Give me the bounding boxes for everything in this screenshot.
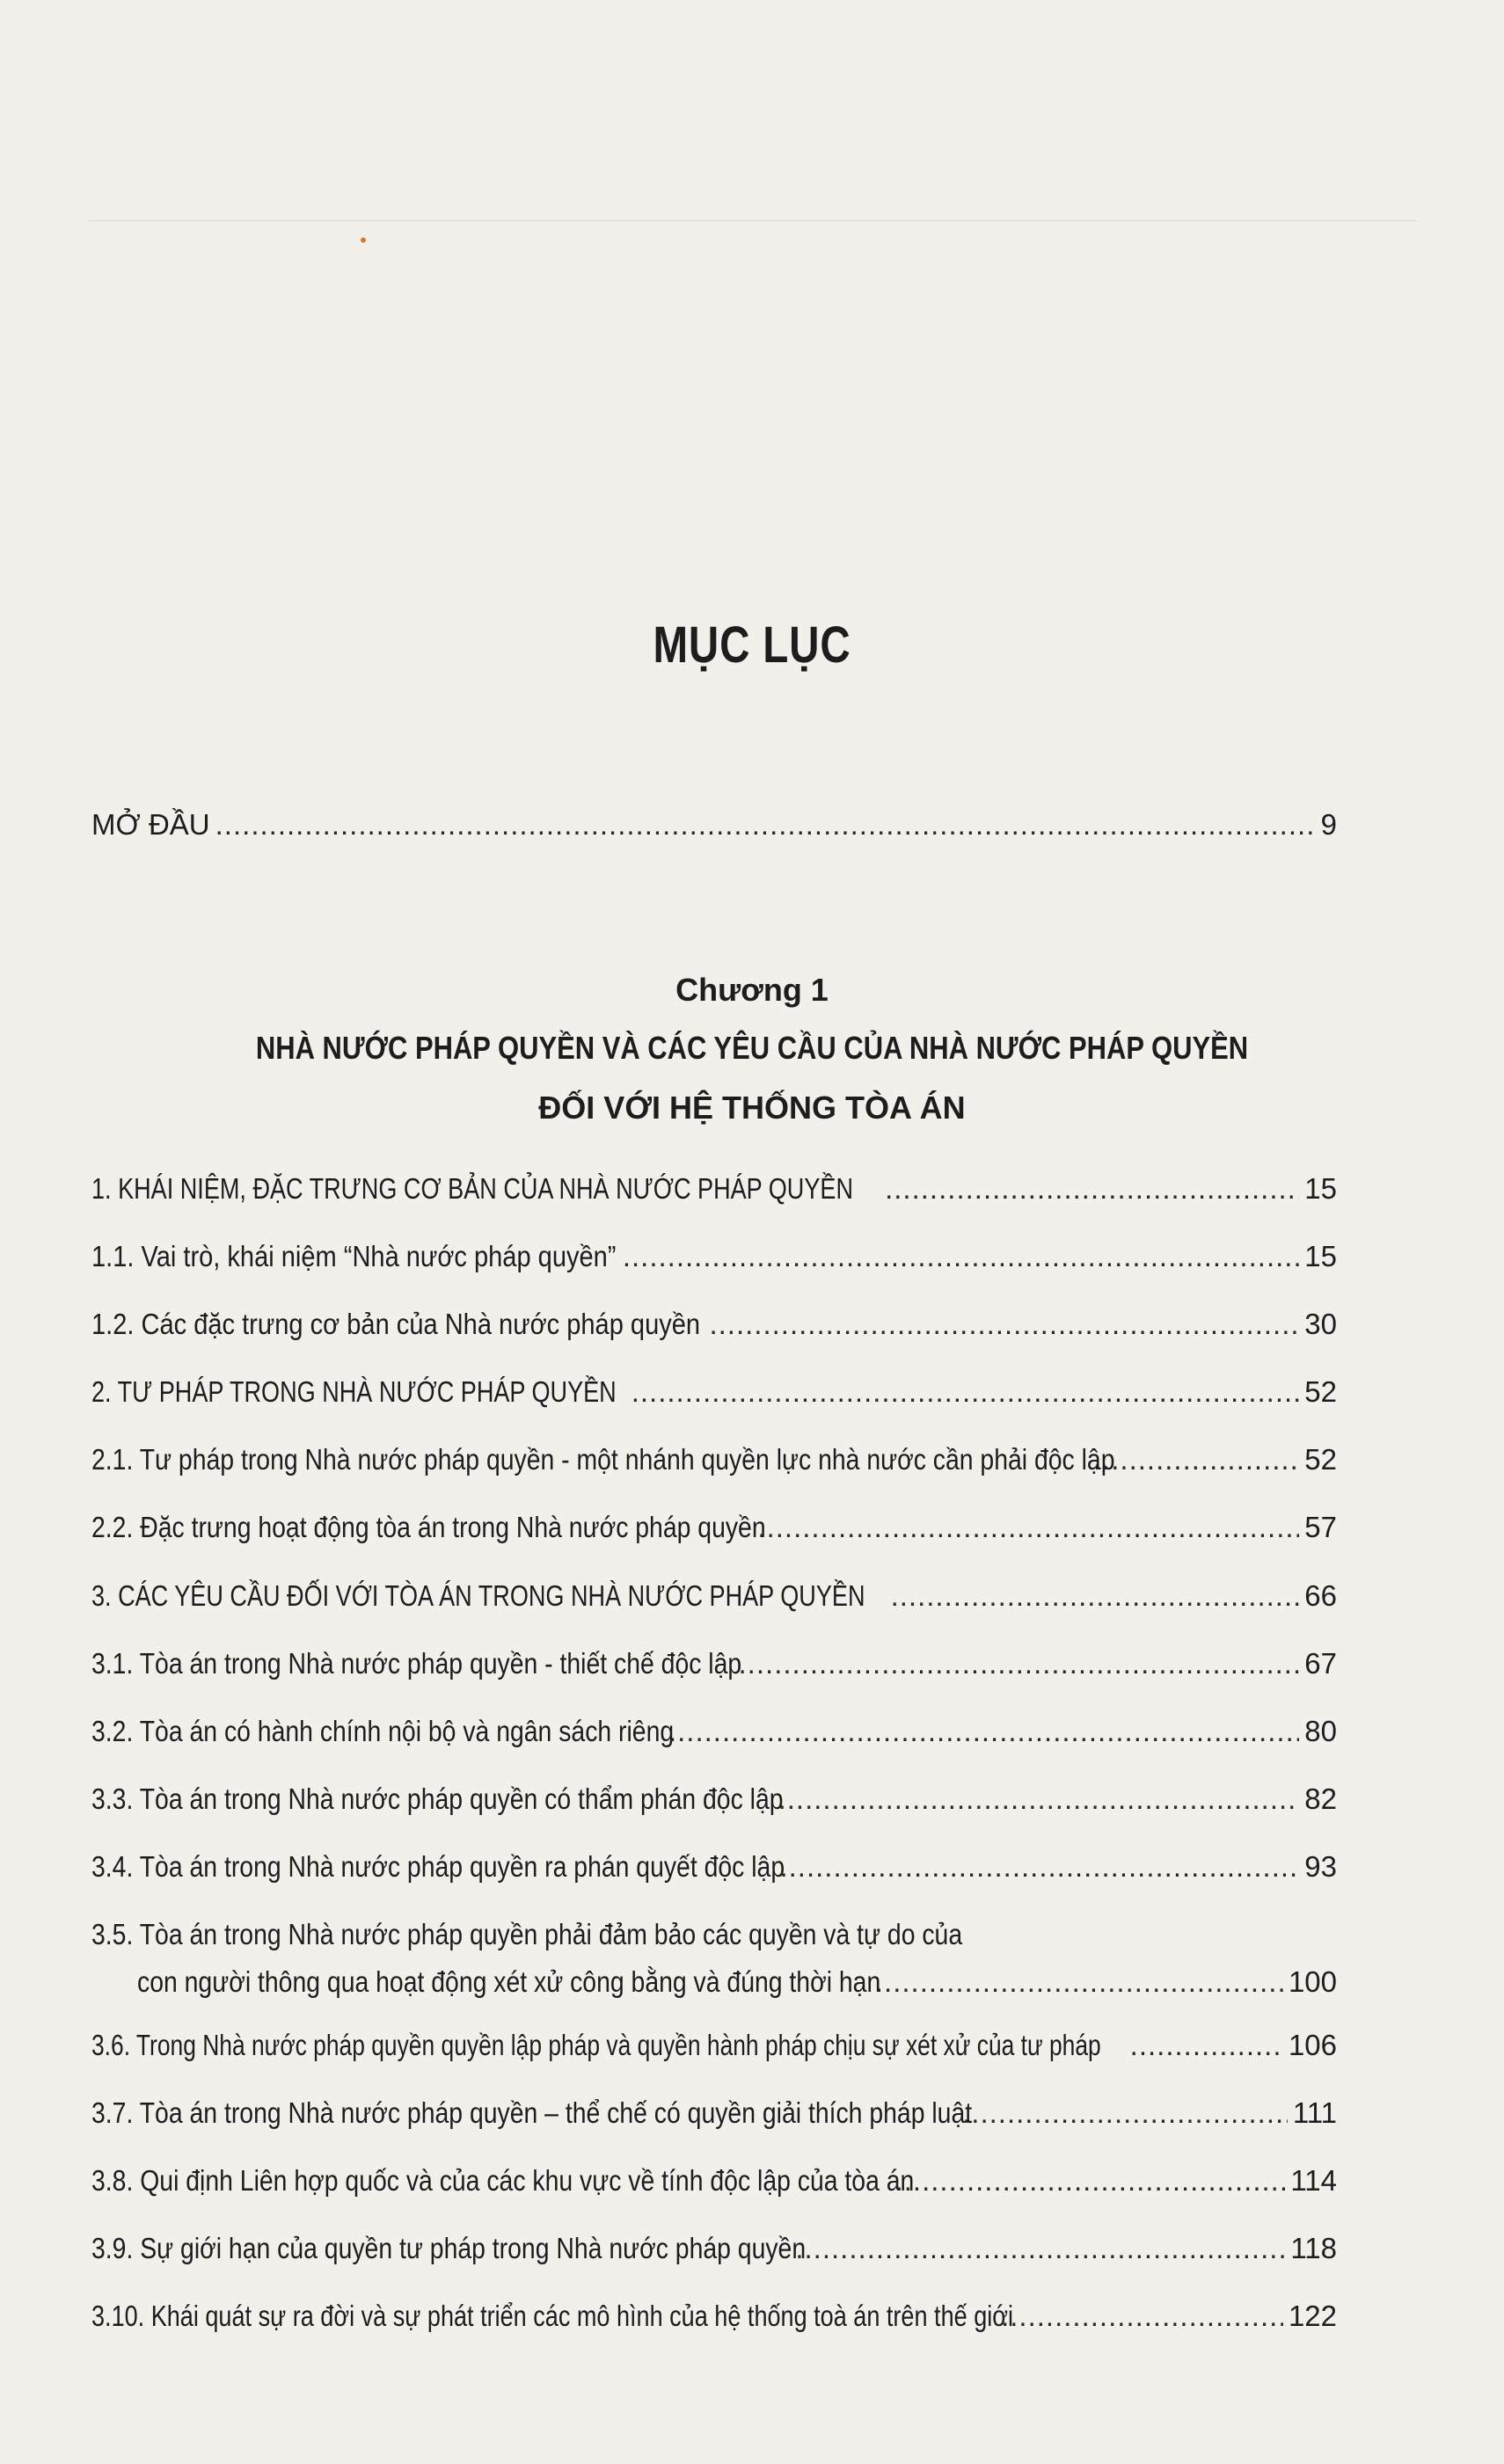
toc-entry-label-line2: con người thông qua hoạt động xét xử công bằng và đúng thời hạn: [137, 1965, 881, 1998]
toc-entry: [91, 1307, 1337, 1342]
toc-leader-dots: [891, 1578, 1300, 1614]
toc-entry: [91, 2028, 1337, 2063]
chapter-title-line1: NHÀ NƯỚC PHÁP QUYỀN VÀ CÁC YÊU CẦU CỦA NHÀ NƯỚC PHÁP QUYỀN: [255, 1030, 1249, 1066]
toc-entry-page: 57: [1304, 1511, 1337, 1543]
toc-entry-label: 1.1. Vai trò, khái niệm “Nhà nước pháp quyền”: [91, 1240, 617, 1272]
toc-entry-page: 15: [1304, 1240, 1337, 1272]
toc-leader-dots: [795, 2231, 1285, 2266]
toc-entry: [91, 1646, 1337, 1681]
toc-entry-multiline-first: [91, 1917, 1337, 1952]
toc-entry-intro: [91, 807, 1337, 842]
toc-entry-page: 66: [1304, 1579, 1337, 1612]
toc-entry-label: MỞ ĐẦU: [91, 808, 210, 841]
toc-entry-label: 3.8. Qui định Liên hợp quốc và của các khu vực về tính độc lập của tòa án: [91, 2164, 915, 2197]
toc-leader-dots: [895, 2163, 1286, 2198]
toc-leader-dots: [1130, 2028, 1283, 2063]
toc-leader-dots: [668, 1714, 1299, 1749]
toc-entry-page: 52: [1304, 1375, 1337, 1408]
toc-leader-dots: [623, 1239, 1299, 1274]
toc-entry: [91, 2299, 1337, 2334]
toc-entry-label: 3.6. Trong Nhà nước pháp quyền quyền lập pháp và quyền hành pháp chịu sự xét xử của tư pháp: [91, 2029, 1101, 2061]
toc-entry-page: 52: [1304, 1443, 1337, 1476]
toc-entry: [91, 2096, 1337, 2131]
toc-entry-multiline-second: [137, 1965, 1337, 2000]
toc-entry-page: 30: [1304, 1308, 1337, 1340]
toc-entry-page: 111: [1292, 2096, 1337, 2129]
toc-leader-dots: [778, 1782, 1300, 1817]
toc-leader-dots: [875, 1965, 1283, 2000]
toc-leader-dots: [1093, 1442, 1299, 1477]
toc-entry-page: 122: [1288, 2300, 1337, 2332]
toc-entry: [91, 1442, 1337, 1477]
toc-leader-dots: [885, 1171, 1299, 1206]
toc-leader-dots: [709, 1307, 1299, 1342]
toc-entry-page: 118: [1290, 2232, 1337, 2264]
toc-leader-dots: [739, 1646, 1300, 1681]
toc-entry-label: 3.2. Tòa án có hành chính nội bộ và ngân sách riêng: [91, 1715, 675, 1747]
chapter-number: Chương 1: [675, 972, 829, 1008]
toc-entry-label: 3.1. Tòa án trong Nhà nước pháp quyền - thiết chế độc lập: [91, 1647, 742, 1680]
toc-leader-dots: [757, 1510, 1299, 1545]
toc-entry: [91, 1374, 1337, 1410]
toc-leader-dots: [962, 2096, 1288, 2131]
toc-entry-label-line1: 3.5. Tòa án trong Nhà nước pháp quyền phải đảm bảo các quyền và tự do của: [91, 1918, 963, 1950]
toc-leader-dots: [779, 1849, 1299, 1884]
toc-entry-page: 15: [1304, 1172, 1337, 1205]
toc-entry-label: 2.2. Đặc trưng hoạt động tòa án trong Nhà nước pháp quyền: [91, 1511, 766, 1543]
toc-entry-label: 3.7. Tòa án trong Nhà nước pháp quyền – thể chế có quyền giải thích pháp luật: [91, 2096, 973, 2129]
bleed-through-texture: [0, 167, 1504, 1398]
toc-entry-label: 3.10. Khái quát sự ra đời và sự phát triển các mô hình của hệ thống toà án trên thế giới: [91, 2300, 1014, 2332]
toc-entry-label: 2.1. Tư pháp trong Nhà nước pháp quyền - một nhánh quyền lực nhà nước cần phải độc lập: [91, 1443, 1115, 1476]
toc-entry: [91, 1510, 1337, 1545]
toc-entry-page: 93: [1304, 1850, 1337, 1883]
toc-entry-page: 114: [1290, 2164, 1337, 2197]
chapter-title-line2: ĐỐI VỚI HỆ THỐNG TÒA ÁN: [538, 1090, 966, 1126]
toc-entry-label: 2. TƯ PHÁP TRONG NHÀ NƯỚC PHÁP QUYỀN: [91, 1375, 617, 1408]
toc-leader-dots: [632, 1374, 1300, 1410]
toc-entry-page: 100: [1288, 1965, 1337, 1998]
print-speck: [361, 237, 366, 243]
toc-entry: [91, 2163, 1337, 2198]
toc-entry-label: 3. CÁC YÊU CẦU ĐỐI VỚI TÒA ÁN TRONG NHÀ NƯỚC PHÁP QUYỀN: [91, 1579, 865, 1612]
toc-entry: [91, 1782, 1337, 1817]
toc-entry: [91, 1171, 1337, 1206]
toc-entry-page: 67: [1304, 1647, 1337, 1680]
toc-entry: [91, 1239, 1337, 1274]
toc-entry-label: 3.9. Sự giới hạn của quyền tư pháp trong Nhà nước pháp quyền: [91, 2232, 807, 2264]
toc-entry-label: 1.2. Các đặc trưng cơ bản của Nhà nước pháp quyền: [91, 1308, 701, 1340]
toc-entry: [91, 1849, 1337, 1884]
toc-entry-label: 3.4. Tòa án trong Nhà nước pháp quyền ra phán quyết độc lập: [91, 1850, 785, 1883]
toc-entry-page: 106: [1288, 2029, 1337, 2061]
toc-entry: [91, 1578, 1337, 1614]
toc-entry-page: 9: [1320, 808, 1337, 841]
toc-entry-label: 3.3. Tòa án trong Nhà nước pháp quyền có thẩm phán độc lập: [91, 1782, 784, 1815]
toc-entry-label: 1. KHÁI NIỆM, ĐẶC TRƯNG CƠ BẢN CỦA NHÀ NƯỚC PHÁP QUYỀN: [91, 1172, 853, 1205]
toc-entry: [91, 1714, 1337, 1749]
toc-leader-dots: [215, 807, 1316, 842]
toc-leader-dots: [1001, 2299, 1283, 2334]
toc-entry-page: 80: [1304, 1715, 1337, 1747]
toc-entry: [91, 2231, 1337, 2266]
toc-entry-page: 82: [1304, 1782, 1337, 1815]
page-title: MỤC LỤC: [653, 616, 851, 674]
